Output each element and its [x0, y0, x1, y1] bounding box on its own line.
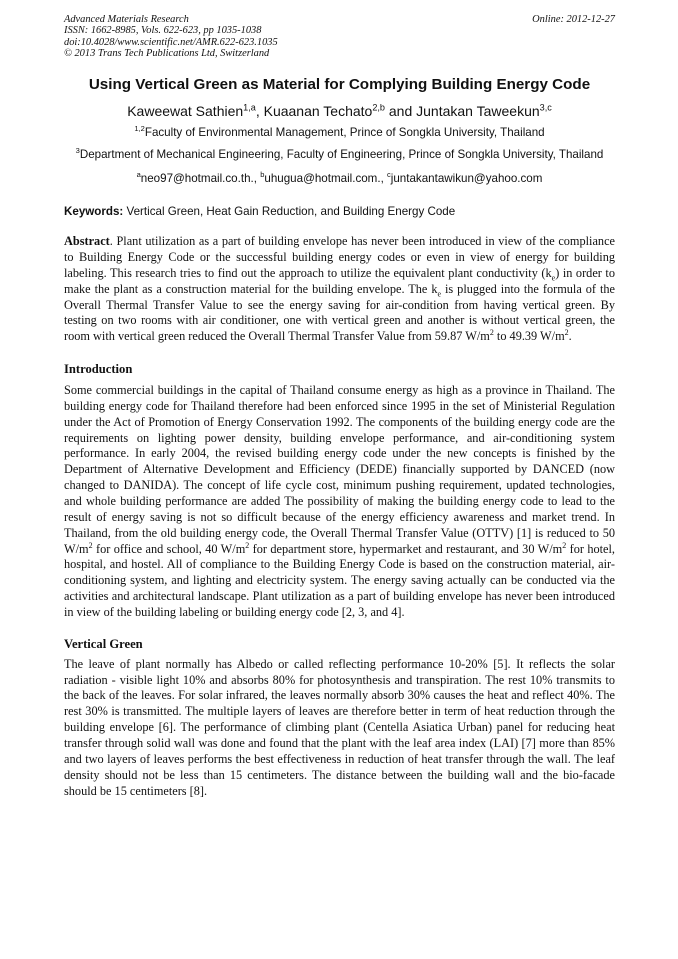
introduction-text: Some commercial buildings in the capital of Thailand consume energy as high as a province in Thailand. The building energy code for Thailand therefore had been enforced since 1995 in the set of Ministerial Regulation under the Act of Promotion of Energy Conservation 1992. The components of the building energy code are the requirements on lighting power density, building envelope performance, and air-conditioning system performance. In early 2004, the revised building energy code under the new concepts is finished by the Department of Alternative Development and Efficiency (DEDE) financially supported by DANCED (now changed to DANIDA). The concept of life cycle cost, minimum pushing requirement, updated technologies, and whole building performance are added The possibility of making the building energy code to lead to the result of energy saving is not so difficult because of the energy efficiency awareness and market trend. In Thailand, from the old building energy code, the Overall Thermal Transfer Value (OTTV) [1] is reduced to 50 $W/m^2$ for office and school, 40 $W/m^2$ for department store, hypermarket and restaurant, and 30 $W/m^2$ for hotel, hospital, and hostel. All of compliance to the Building Energy Code is based on the construction material, air-conditioning system, and lighting and electricity system. The energy saving actually can be conducted via the activities and architectural landscape. Plant utilization as a part of building envelope has never been introduced in view of the building labeling or building energy code [2, 3, and 4]. [64, 383, 615, 619]
author-1: Kaweewat Sathien [127, 103, 244, 120]
affiliation-1: $^{1,2}$Faculty of Environmental Management, Prince of Songkla University, Thailand [134, 124, 545, 140]
author-list: Kaweewat Sathien$^{1,a}$, Kuaanan Techato$^{2,b}$ and Juntakan Taweekun$^{3,c}$ [127, 102, 552, 120]
online-date: Online: 2012-12-27 [532, 14, 615, 25]
email-a: neo97@hotmail.co.th., [140, 172, 261, 186]
introduction-heading: Introduction [64, 362, 133, 377]
abstract: Abstract. Plant utilization as a part of building envelope has never been introduced in view of the compliance to Building Energy Code or the successful building energy codes or even in view of energy for building labeling. This research tries to find out the approach to utilize the equivalent plant conductivity $(k_e)$ in order to make the plant as a construction material for the building envelope. The $k_e$ is plugged into the formula of the Overall Thermal Transfer Value to see the energy saving for air-condition from having vertical green. By testing on two rooms with air conditioner, one with vertical green and another is without vertical green, the room with vertical green reduced the Overall Thermal Transfer Value from 59.87 $W/m^2$ to 49.39 $W/m^2$. [64, 234, 615, 344]
keywords-label: Keywords: [64, 205, 124, 219]
copyright-line: © 2013 Trans Tech Publications Ltd, Switzerland [64, 47, 270, 59]
keywords-text: Vertical Green, Heat Gain Reduction, and Building Energy Code [126, 205, 456, 219]
abstract-label: Abstract [64, 234, 110, 249]
paper-page [64, 14, 615, 799]
keywords [64, 205, 615, 218]
author-3: Juntakan Taweekun [416, 103, 540, 120]
vertical-green-text: The leave of plant normally has Albedo or called reflecting performance 10-20% [5]. It reflects the solar radiation - visible light 10% and absorbs 80% for photosynthesis and transpiration. The rest 10% transmits to the back of the leaves. For solar infrared, the leaves normally absorb 30% causes the heat and reflect 40%. The rest 30% is transmitted. The multiple layers of leaves are therefore better in term of heat reduction through the building envelope [6]. The performance of climbing plant (Centella Asiatica Urban) panel for reducing heat transfer through solid wall was done and found that the plant with the leaf area index (LAI) [7] more than 85% and two layers of leaves performs the best effectiveness in reduction of heat transfer through the wall. The leaf density should not be less than 15 centimeters. The distance between the building wall and the bio-facade should be 15 centimeters [8]. [64, 656, 615, 798]
email-c: juntakantawikun@yahoo.com [390, 172, 543, 186]
author-2-sup: 2,b [372, 102, 385, 113]
email-b: uhugua@hotmail.com., [264, 172, 388, 186]
author-1-sup: 1,a [243, 102, 256, 113]
paper-title: Using Vertical Green as Material for Complying Building Energy Code [88, 76, 591, 94]
doi-line: doi:10.4028/www.scientific.net/AMR.622-623.1035 [64, 36, 278, 48]
affiliation-2: $^3$Department of Mechanical Engineering, Faculty of Engineering, Prince of Songkla University, Thailand [75, 146, 604, 162]
journal-header [64, 14, 615, 59]
author-3-sup: 3,c [539, 102, 552, 113]
author-2: Kuaanan Techato [263, 103, 373, 120]
issn-line: ISSN: 1662-8985, Vols. 622-623, pp 1035-1038 [64, 25, 262, 37]
email-list: $^a$neo97@hotmail.co.th., $^b$uhugua@hotmail.com., $^c$juntakantawikun@yahoo.com [136, 170, 543, 186]
vertical-green-heading: Vertical Green [64, 636, 143, 651]
journal-name: Advanced Materials Research [64, 14, 189, 25]
